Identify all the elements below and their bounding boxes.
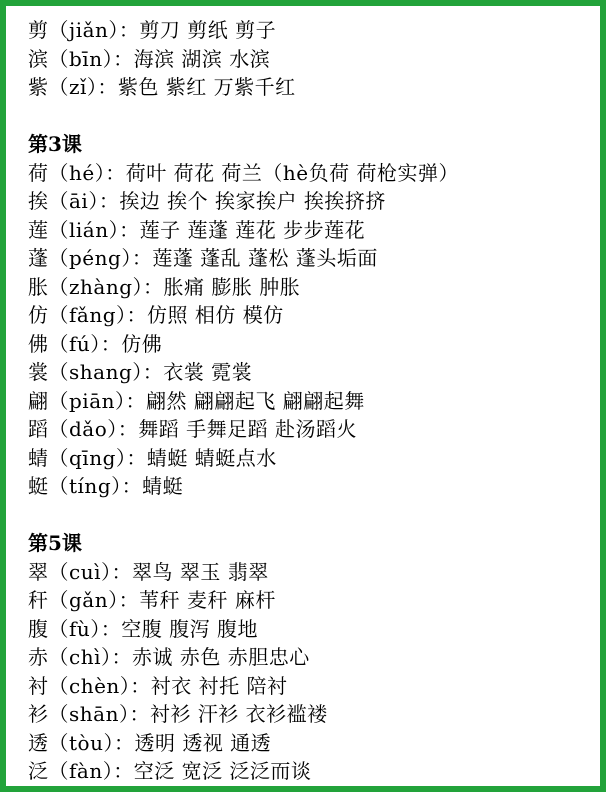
vocab-line: 衫（shān）：衬衫 汗衫 衣衫褴褛 [28,702,328,726]
vocabulary-list [28,16,590,786]
vocab-line: 蓬（péng）：莲蓬 蓬乱 蓬松 蓬头垢面 [28,246,378,270]
vocab-line: 秆（gǎn）：苇秆 麦秆 麻杆 [28,588,276,612]
section-lesson-5 [28,529,590,786]
section-spacer [28,102,590,131]
vocab-line: 剪（jiǎn）：剪刀 剪纸 剪子 [28,18,277,42]
lesson-heading: 第3课 [28,132,82,156]
vocab-line: 荷（hé）：荷叶 荷花 荷兰（hè负荷 荷枪实弹） [28,160,460,185]
vocab-line: 裳（shang）：衣裳 霓裳 [28,360,253,384]
vocab-line: 蹈（dǎo）：舞蹈 手舞足蹈 赴汤蹈火 [28,417,357,441]
lesson-heading: 第5课 [28,531,82,555]
vocab-line: 挨（āi）：挨边 挨个 挨家挨户 挨挨挤挤 [28,189,386,213]
vocab-line: 翠（cuì）：翠鸟 翠玉 翡翠 [28,559,269,584]
vocab-line: 蜻（qīng）：蜻蜓 蜻蜓点水 [28,445,277,470]
vocab-line: 滨（bīn）：海滨 湖滨 水滨 [28,46,271,71]
vocab-line: 衬（chèn）：衬衣 衬托 陪衬 [28,673,288,698]
section-lesson-3 [28,130,590,501]
vocab-line: 佛（fú）：仿佛 [28,331,163,356]
vocab-line: 赤（chì）：赤诚 赤色 赤胆忠心 [28,645,310,669]
vocab-line: 腹（fù）：空腹 腹泻 腹地 [28,616,258,641]
vocab-line: 泛（fàn）：空泛 宽泛 泛泛而谈 [28,759,312,783]
vocab-line: 透（tòu）：透明 透视 通透 [28,730,272,755]
vocab-line: 莲（lián）：莲子 莲蓬 莲花 步步莲花 [28,217,366,242]
vocab-line: 紫（zǐ）：紫色 紫红 万紫千红 [28,75,296,99]
vocab-line: 蜓（tíng）：蜻蜓 [28,474,184,498]
section-spacer [28,501,590,530]
vocab-line: 胀（zhàng）：胀痛 膨胀 肿胀 [28,274,301,299]
vocab-line: 翩（piān）：翩然 翩翩起飞 翩翩起舞 [28,388,365,413]
section-top [28,16,590,102]
vocab-line: 仿（fǎng）：仿照 相仿 模仿 [28,303,284,327]
